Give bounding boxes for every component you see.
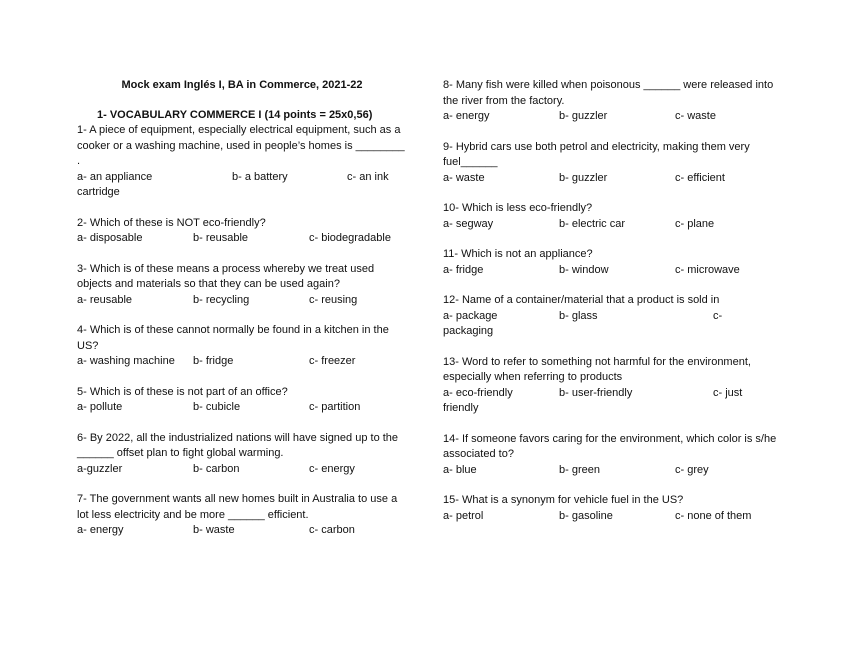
option-b: b- gasoline [559,509,613,522]
option-c: c- just [713,386,743,399]
option-c: c- [713,309,723,322]
question-text: 11- Which is not an appliance? [443,248,593,260]
option-b: b- waste [193,524,235,536]
option-a: a- eco-friendly [443,386,513,399]
question-9 [443,140,783,187]
option-a: a-guzzler [77,462,123,475]
option-b: b- user-friendly [559,386,633,399]
option-a: a- fridge [443,263,484,276]
option-b: b- glass [559,309,598,322]
option-c: c- freezer [309,355,356,367]
options [443,386,783,402]
option-b: b- green [559,463,600,476]
option-a: a- an appliance [77,170,153,183]
question-13 [443,355,783,417]
right-column [443,78,783,539]
option-a: a- disposable [77,232,143,244]
option-c: c- carbon [309,524,355,536]
option-c-continued: cartridge [77,186,120,198]
options [77,170,407,186]
options [77,293,407,309]
options [443,309,783,325]
option-c: c- partition [309,401,361,413]
question-6 [77,431,407,478]
question-text: 6- By 2022, all the industrialized nations will have signed up to the ______ offset plan to fight global warming. [77,431,399,459]
question-text: 15- What is a synonym for vehicle fuel in the US? [443,494,684,506]
option-a: a- segway [443,217,494,230]
option-c: c- microwave [675,263,740,276]
question-10 [443,201,783,232]
option-b: b- guzzler [559,110,608,122]
section-heading: 1- VOCABULARY COMMERCE I (14 points = 25x0,56) [97,108,373,121]
option-b: b- electric car [559,217,626,230]
option-a: a- pollute [77,401,123,413]
options [443,263,783,279]
option-a: a- reusable [77,293,133,306]
option-b: b- window [559,263,609,276]
question-8 [443,78,783,125]
options [77,462,407,478]
options [443,509,783,525]
option-c: c- energy [309,462,355,475]
question-text: 9- Hybrid cars use both petrol and electricity, making them very fuel______ [443,140,750,168]
option-c-continued: packaging [443,325,494,337]
question-4 [77,323,407,370]
options [443,217,783,233]
question-text: 2- Which of these is NOT eco-friendly? [77,216,266,229]
question-7 [77,492,407,539]
option-a: a- energy [443,110,490,122]
question-text: 4- Which is of these cannot normally be found in a kitchen in the US? [77,324,389,352]
options [443,171,783,187]
left-column [77,78,407,554]
option-a: a- washing machine [77,355,175,367]
question-5 [77,385,407,416]
question-14 [443,432,783,479]
question-11 [443,247,783,278]
option-c: c- efficient [675,171,725,184]
option-b: b- fridge [193,355,234,367]
option-c: c- grey [675,463,709,476]
question-text: 12- Name of a container/material that a product is sold in [443,294,720,306]
option-a: a- petrol [443,509,484,522]
exam-title: Mock exam Inglés I, BA in Commerce, 2021-22 [121,79,363,91]
question-15 [443,493,783,524]
question-text: 1- A piece of equipment, especially electrical equipment, such as a cooker or a washing machine, used in people’s homes is ________ . [77,124,405,167]
question-text: 10- Which is less eco-friendly? [443,202,593,214]
option-c: c- an ink [347,170,389,183]
option-b: b- reusable [193,232,249,244]
option-c: c- none of them [675,509,752,522]
question-12 [443,293,783,340]
option-b: b- guzzler [559,171,608,184]
option-b: b- cubicle [193,401,241,413]
question-text: 7- The government wants all new homes built in Australia to use a lot less electricity and be more ______ efficient. [77,493,398,521]
option-b: b- recycling [193,293,250,306]
option-a: a- energy [77,524,124,536]
question-3 [77,262,407,309]
question-text: 3- Which is of these means a process whereby we treat used objects and materials so that they can be used again? [77,262,375,290]
option-a: a- blue [443,463,477,476]
options [443,463,783,479]
options [77,523,407,539]
options [77,400,407,416]
option-c: c- biodegradable [309,232,391,244]
options [77,354,407,370]
question-text: 13- Word to refer to something not harmful for the environment, especially when referring to products [443,355,751,383]
option-a: a- waste [443,171,485,184]
options [443,109,783,125]
option-c: c- reusing [309,293,358,306]
options [77,231,407,247]
question-text: 8- Many fish were killed when poisonous ______ were released into the river from the factory. [443,79,774,107]
question-2 [77,216,407,247]
question-text: 14- If someone favors caring for the environment, which color is s/he associated to? [443,432,777,460]
option-a: a- package [443,309,498,322]
option-b: b- a battery [232,170,288,183]
question-text: 5- Which is of these is not part of an office? [77,385,288,398]
option-c-continued: friendly [443,402,479,414]
option-c: c- waste [675,110,716,122]
option-c: c- plane [675,217,715,230]
option-b: b- carbon [193,462,240,475]
question-1 [77,123,407,201]
